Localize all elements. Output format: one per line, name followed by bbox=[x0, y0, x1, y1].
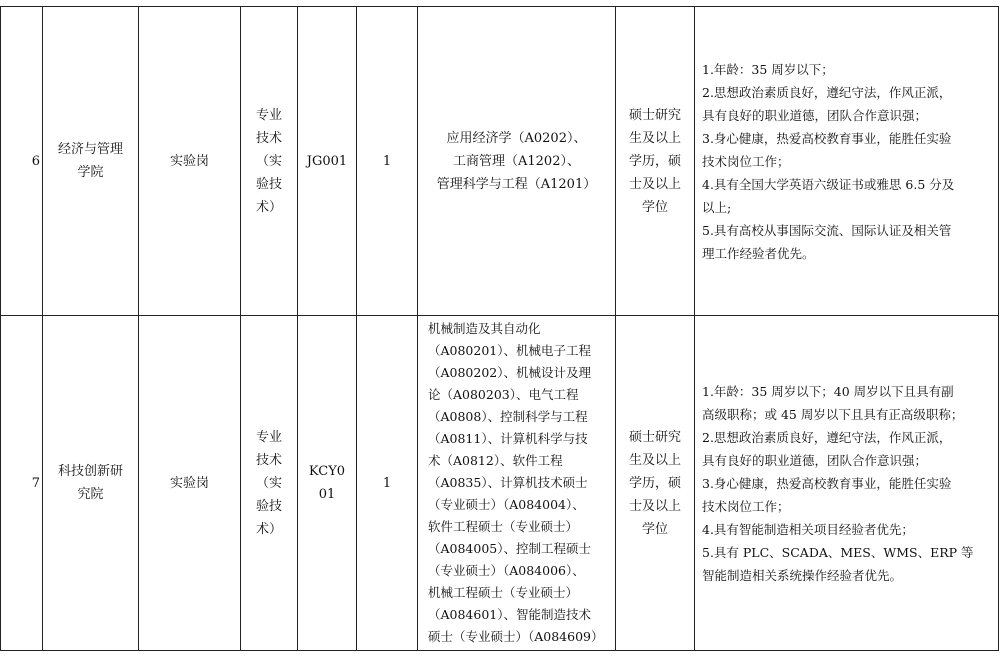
requirements-line: 以上; bbox=[702, 199, 732, 215]
majors-line: （A080202）、机械设计及理 bbox=[428, 365, 591, 380]
requirements-line: 3.身心健康，热爱高校教育事业，能胜任实验 bbox=[702, 475, 952, 491]
seq-value: 6 bbox=[31, 153, 40, 169]
requirements-line: 2.思想政治素质良好，遵纪守法，作风正派， bbox=[702, 429, 952, 445]
post-category-line: 术） bbox=[255, 199, 282, 215]
headcount-value: 1 bbox=[382, 153, 392, 169]
recruitment-table bbox=[0, 6, 999, 651]
post-code-line: JG001 bbox=[306, 153, 348, 169]
majors-line: （A0835）、计算机技术硕士 bbox=[428, 475, 588, 490]
education-line: 生及以上 bbox=[628, 452, 681, 468]
college-cell bbox=[43, 7, 139, 316]
headcount-value: 1 bbox=[382, 475, 392, 491]
requirements-line: 具有良好的职业道德，团队合作意识强； bbox=[702, 452, 928, 468]
requirements-line: 技术岗位工作； bbox=[702, 498, 790, 514]
post-category-cell bbox=[241, 316, 298, 651]
majors-cell bbox=[418, 7, 616, 316]
college-line: 科技创新研 bbox=[57, 464, 123, 479]
requirements-line: 2.思想政治素质良好，遵纪守法，作风正派， bbox=[702, 84, 952, 100]
post-category-line: （实 bbox=[255, 475, 282, 491]
majors-line: （专业硕士）（A084004）、 bbox=[428, 497, 585, 512]
requirements-cell bbox=[695, 316, 999, 651]
college-cell bbox=[43, 316, 139, 651]
education-line: 硕士研究 bbox=[628, 107, 681, 123]
post-category-line: 技术 bbox=[255, 130, 282, 146]
post-code-line: KCY0 bbox=[308, 464, 346, 479]
post-type-value: 实验岗 bbox=[169, 153, 209, 169]
post-category-line: 术） bbox=[255, 521, 282, 537]
education-line: 生及以上 bbox=[628, 130, 681, 146]
requirements-line: 智能制造相关系统操作经验者优先。 bbox=[702, 567, 903, 583]
majors-line: 工商管理（A1202）、 bbox=[453, 153, 580, 169]
majors-line: 论（A080203）、电气工程 bbox=[428, 387, 579, 402]
requirements-line: 技术岗位工作； bbox=[702, 153, 790, 169]
post-category-line: 技术 bbox=[255, 452, 282, 468]
education-line: 硕士研究 bbox=[628, 429, 681, 445]
post-category-line: 专业 bbox=[255, 429, 282, 445]
headcount-cell bbox=[357, 316, 418, 651]
post-type-value: 实验岗 bbox=[169, 475, 209, 491]
education-line: 学位 bbox=[641, 199, 668, 215]
majors-line: 术（A0812）、软件工程 bbox=[428, 453, 563, 468]
requirements-line: 1.年龄：35 周岁以下； bbox=[702, 61, 834, 77]
headcount-cell bbox=[357, 7, 418, 316]
post-type-cell bbox=[139, 316, 241, 651]
post-category-line: 专业 bbox=[255, 107, 282, 123]
table-row bbox=[1, 7, 999, 316]
majors-line: 管理科学与工程（A1201） bbox=[436, 176, 597, 192]
post-code-cell bbox=[298, 316, 357, 651]
post-category-cell bbox=[241, 7, 298, 316]
college-line: 究院 bbox=[77, 487, 104, 502]
table-row bbox=[1, 316, 999, 651]
education-cell bbox=[616, 7, 695, 316]
majors-line: （A080201）、机械电子工程 bbox=[428, 343, 591, 358]
post-code-cell bbox=[298, 7, 357, 316]
college-line: 经济与管理 bbox=[57, 142, 123, 157]
majors-line: （A084601）、智能制造技术 bbox=[428, 607, 591, 622]
seq-cell bbox=[1, 7, 43, 316]
requirements-line: 理工作经验者优先。 bbox=[702, 245, 815, 261]
post-code-line: 01 bbox=[318, 487, 336, 502]
requirements-line: 1.年龄：35 周岁以下；40 周岁以下且具有副 bbox=[702, 383, 954, 399]
requirements-line: 3.身心健康，热爱高校教育事业，能胜任实验 bbox=[702, 130, 952, 146]
majors-line: （A0808）、控制科学与工程 bbox=[428, 409, 588, 424]
majors-line: 机械制造及其自动化 bbox=[428, 321, 541, 336]
requirements-cell bbox=[695, 7, 999, 316]
requirements-line: 具有良好的职业道德，团队合作意识强； bbox=[702, 107, 928, 123]
post-category-line: （实 bbox=[255, 153, 282, 169]
majors-line: 机械工程硕士（专业硕士） bbox=[428, 585, 579, 600]
requirements-line: 4.具有智能制造相关项目经验者优先； bbox=[702, 521, 914, 537]
requirements-line: 5.具有高校从事国际交流、国际认证及相关管 bbox=[702, 222, 952, 238]
education-line: 士及以上 bbox=[628, 176, 681, 192]
post-category-line: 验技 bbox=[255, 498, 282, 514]
post-category-line: 验技 bbox=[255, 176, 282, 192]
education-line: 学历，硕 bbox=[628, 475, 681, 491]
seq-cell bbox=[1, 316, 43, 651]
majors-line: （A0811）、计算机科学与技 bbox=[428, 431, 588, 446]
education-line: 学历，硕 bbox=[628, 153, 681, 169]
education-cell bbox=[616, 316, 695, 651]
requirements-line: 5.具有 PLC、SCADA、MES、WMS、ERP 等 bbox=[702, 544, 974, 560]
requirements-line: 高级职称；或 45 周岁以下且具有正高级职称； bbox=[702, 406, 964, 422]
majors-line: （A084005）、控制工程硕士 bbox=[428, 541, 591, 556]
majors-cell bbox=[418, 316, 616, 651]
majors-line: 应用经济学（A0202）、 bbox=[446, 130, 587, 146]
majors-line: （专业硕士）（A084006）、 bbox=[428, 563, 585, 578]
requirements-line: 4.具有全国大学英语六级证书或雅思 6.5 分及 bbox=[702, 176, 955, 192]
college-line: 学院 bbox=[77, 165, 104, 180]
majors-line: 硕士（专业硕士）（A084609） bbox=[428, 629, 604, 644]
education-line: 士及以上 bbox=[628, 498, 681, 514]
education-line: 学位 bbox=[641, 521, 668, 537]
post-type-cell bbox=[139, 7, 241, 316]
seq-value: 7 bbox=[31, 475, 40, 491]
majors-line: 软件工程硕士（专业硕士） bbox=[428, 519, 579, 534]
